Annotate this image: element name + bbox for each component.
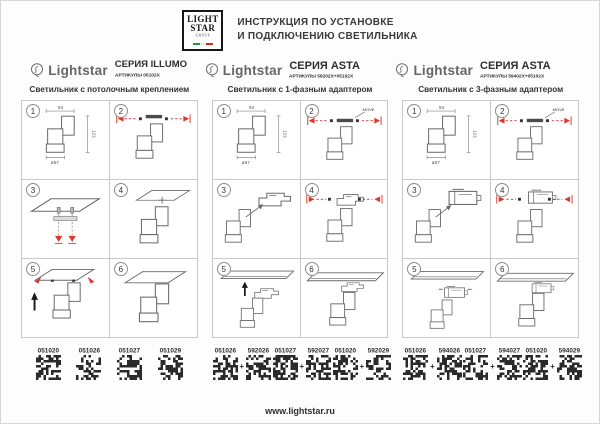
step-number: 2 xyxy=(495,104,509,118)
step-number: 5 xyxy=(407,262,421,276)
series-block xyxy=(289,60,396,81)
steps-grid xyxy=(21,100,198,338)
step-panel-6 xyxy=(491,259,578,337)
lightstar-group-logo xyxy=(182,10,223,51)
steps-grid xyxy=(402,100,579,338)
series-title: СЕРИЯ ILLUMO xyxy=(114,59,188,71)
column-subtitle: Светильник с 1-фазным адаптером xyxy=(227,85,373,94)
brand-wordmark: Lightstar xyxy=(222,62,283,78)
brand-wordmark: Lightstar xyxy=(413,62,474,78)
plus-sign: + xyxy=(550,362,555,371)
step-panel-4 xyxy=(301,180,388,258)
step-panel-5 xyxy=(213,259,300,337)
series-block xyxy=(115,60,190,79)
step-number: 1 xyxy=(217,104,231,118)
step-number: 3 xyxy=(407,183,421,197)
qr-code xyxy=(158,355,183,380)
qr-code xyxy=(437,355,462,380)
qr-code xyxy=(36,355,61,380)
article-number: 051029 xyxy=(159,346,182,354)
article-qr xyxy=(523,345,550,380)
article-number: 594029 xyxy=(558,346,580,354)
qr-row xyxy=(402,345,579,387)
qr-code xyxy=(213,355,238,380)
step-number: 5 xyxy=(26,262,40,276)
article-number: 594026 xyxy=(438,346,460,354)
article-qr xyxy=(365,345,392,380)
article-qr xyxy=(556,345,583,380)
step-panel-3 xyxy=(213,180,300,258)
document-title xyxy=(237,16,417,44)
article-number: 051020 xyxy=(334,346,356,354)
step-number: 1 xyxy=(26,104,40,118)
svg-text:ø57: ø57 xyxy=(241,161,250,167)
article-number: 051027 xyxy=(465,346,487,354)
plus-sign: + xyxy=(490,362,495,371)
article-qr-pair xyxy=(332,345,392,380)
article-number: 051020 xyxy=(37,346,60,354)
logo-group: GROUP xyxy=(195,33,211,38)
columns xyxy=(11,55,589,387)
article-qr-pair xyxy=(402,345,462,380)
step-number: 1 xyxy=(407,104,421,118)
article-qr xyxy=(462,345,489,380)
plus-sign: + xyxy=(430,362,435,371)
step-number: 3 xyxy=(217,183,231,197)
article-qr xyxy=(402,345,429,380)
svg-text:121: 121 xyxy=(281,130,287,139)
plus-sign: + xyxy=(239,362,245,371)
website-url: www.lightstar.ru xyxy=(265,406,335,416)
article-qr xyxy=(116,345,143,380)
step-panel-1 xyxy=(213,101,300,179)
lightstar-brand xyxy=(29,62,108,78)
title-line-2: И ПОДКЛЮЧЕНИЮ СВЕТИЛЬНИКА xyxy=(237,31,418,42)
brand-wordmark: Lightstar xyxy=(48,62,108,78)
article-number: 051027 xyxy=(118,346,141,354)
article-qr-pair xyxy=(523,345,583,380)
svg-text:ø57: ø57 xyxy=(431,161,441,167)
step-panel-5 xyxy=(22,259,109,337)
qr-code xyxy=(557,355,582,380)
step-number: 6 xyxy=(495,262,509,276)
article-number: 051027 xyxy=(274,346,296,354)
qr-code xyxy=(76,355,101,380)
svg-text:121: 121 xyxy=(90,130,96,139)
qr-code xyxy=(366,355,391,380)
article-qr xyxy=(436,345,463,380)
qr-code xyxy=(117,355,142,380)
step-number: 4 xyxy=(305,183,319,197)
article-qr xyxy=(212,345,239,380)
header xyxy=(11,7,589,53)
qr-code xyxy=(497,355,522,380)
column-header xyxy=(212,55,389,85)
article-number: 051026 xyxy=(214,346,236,354)
title-line-1: ИНСТРУКЦИЯ ПО УСТАНОВКЕ xyxy=(237,17,394,28)
article-number: 051026 xyxy=(405,346,427,354)
article-number: 592027 xyxy=(307,346,330,354)
qr-code xyxy=(403,355,428,380)
step-panel-2 xyxy=(110,101,197,179)
column-header xyxy=(21,55,198,85)
qr-code xyxy=(463,355,488,380)
column-subtitle: Светильник с 3-фазным адаптером xyxy=(418,85,564,94)
lightstar-bulb-icon xyxy=(394,62,410,78)
article-qr xyxy=(245,345,272,380)
step-number: 4 xyxy=(495,183,509,197)
article-qr xyxy=(332,345,359,380)
step-panel-4 xyxy=(110,180,197,258)
svg-text:MOVE: MOVE xyxy=(552,107,565,113)
qr-code xyxy=(333,355,358,380)
column-subtitle: Светильник с потолочным креплением xyxy=(29,85,190,94)
plus-sign: + xyxy=(359,362,365,371)
step-number: 2 xyxy=(114,104,128,118)
article-qr xyxy=(496,345,523,380)
lightstar-brand xyxy=(394,62,473,78)
series-articles: АРТИКУЛЫ 59202X+05102X xyxy=(289,72,354,79)
svg-text:94: 94 xyxy=(248,106,254,112)
article-number: 051020 xyxy=(525,346,547,354)
column-asta-1phase xyxy=(212,55,389,387)
qr-code xyxy=(306,355,331,380)
article-number: 051026 xyxy=(78,346,100,354)
step-panel-3 xyxy=(22,180,109,258)
article-qr-pair xyxy=(212,345,272,380)
logo-star: STAR xyxy=(190,23,216,33)
svg-text:94: 94 xyxy=(439,106,445,112)
step-panel-2 xyxy=(301,101,388,179)
article-qr xyxy=(157,345,184,380)
qr-code xyxy=(246,355,271,380)
steps-grid xyxy=(212,100,389,338)
lightstar-brand xyxy=(204,62,283,78)
svg-text:94: 94 xyxy=(57,106,64,112)
qr-row xyxy=(21,345,198,387)
logo-text xyxy=(186,15,220,45)
plus-sign: + xyxy=(299,362,305,371)
article-qr-pair xyxy=(272,345,332,380)
step-number: 6 xyxy=(114,262,128,276)
qr-code xyxy=(273,355,298,380)
lightstar-bulb-icon xyxy=(204,62,220,78)
step-panel-3 xyxy=(403,180,490,258)
series-title: СЕРИЯ ASTA xyxy=(289,59,360,72)
series-title: СЕРИЯ ASTA xyxy=(480,59,551,72)
svg-text:ø57: ø57 xyxy=(50,161,59,167)
column-header xyxy=(402,55,579,85)
series-articles: АРТИКУЛЫ 05102X xyxy=(114,71,160,78)
series-articles: АРТИКУЛЫ 59402X+05102X xyxy=(480,72,545,79)
article-qr-pair xyxy=(462,345,522,380)
step-number: 2 xyxy=(305,104,319,118)
svg-text:MOVE: MOVE xyxy=(362,107,375,113)
article-number: 592026 xyxy=(247,346,270,354)
step-panel-6 xyxy=(301,259,388,337)
article-qr xyxy=(305,345,332,380)
step-panel-6 xyxy=(110,259,197,337)
step-panel-5 xyxy=(403,259,490,337)
article-qr xyxy=(272,345,299,380)
svg-text:121: 121 xyxy=(471,130,477,139)
column-illumo xyxy=(21,55,198,387)
step-panel-4 xyxy=(491,180,578,258)
step-panel-1 xyxy=(403,101,490,179)
series-block xyxy=(480,60,587,81)
step-number: 5 xyxy=(217,262,231,276)
logo-light: LIGHT xyxy=(187,14,219,24)
italian-flag-stripe xyxy=(193,43,213,45)
qr-row xyxy=(212,345,389,387)
article-qr xyxy=(76,345,103,380)
article-qr xyxy=(35,345,62,380)
article-number: 592029 xyxy=(367,346,390,354)
step-panel-1 xyxy=(22,101,109,179)
qr-code xyxy=(523,355,548,380)
step-panel-2 xyxy=(491,101,578,179)
step-number: 4 xyxy=(114,183,128,197)
footer xyxy=(1,406,599,416)
column-asta-3phase xyxy=(402,55,579,387)
step-number: 6 xyxy=(305,262,319,276)
lightstar-bulb-icon xyxy=(29,62,45,78)
step-number: 3 xyxy=(26,183,40,197)
article-number: 594027 xyxy=(498,346,520,354)
